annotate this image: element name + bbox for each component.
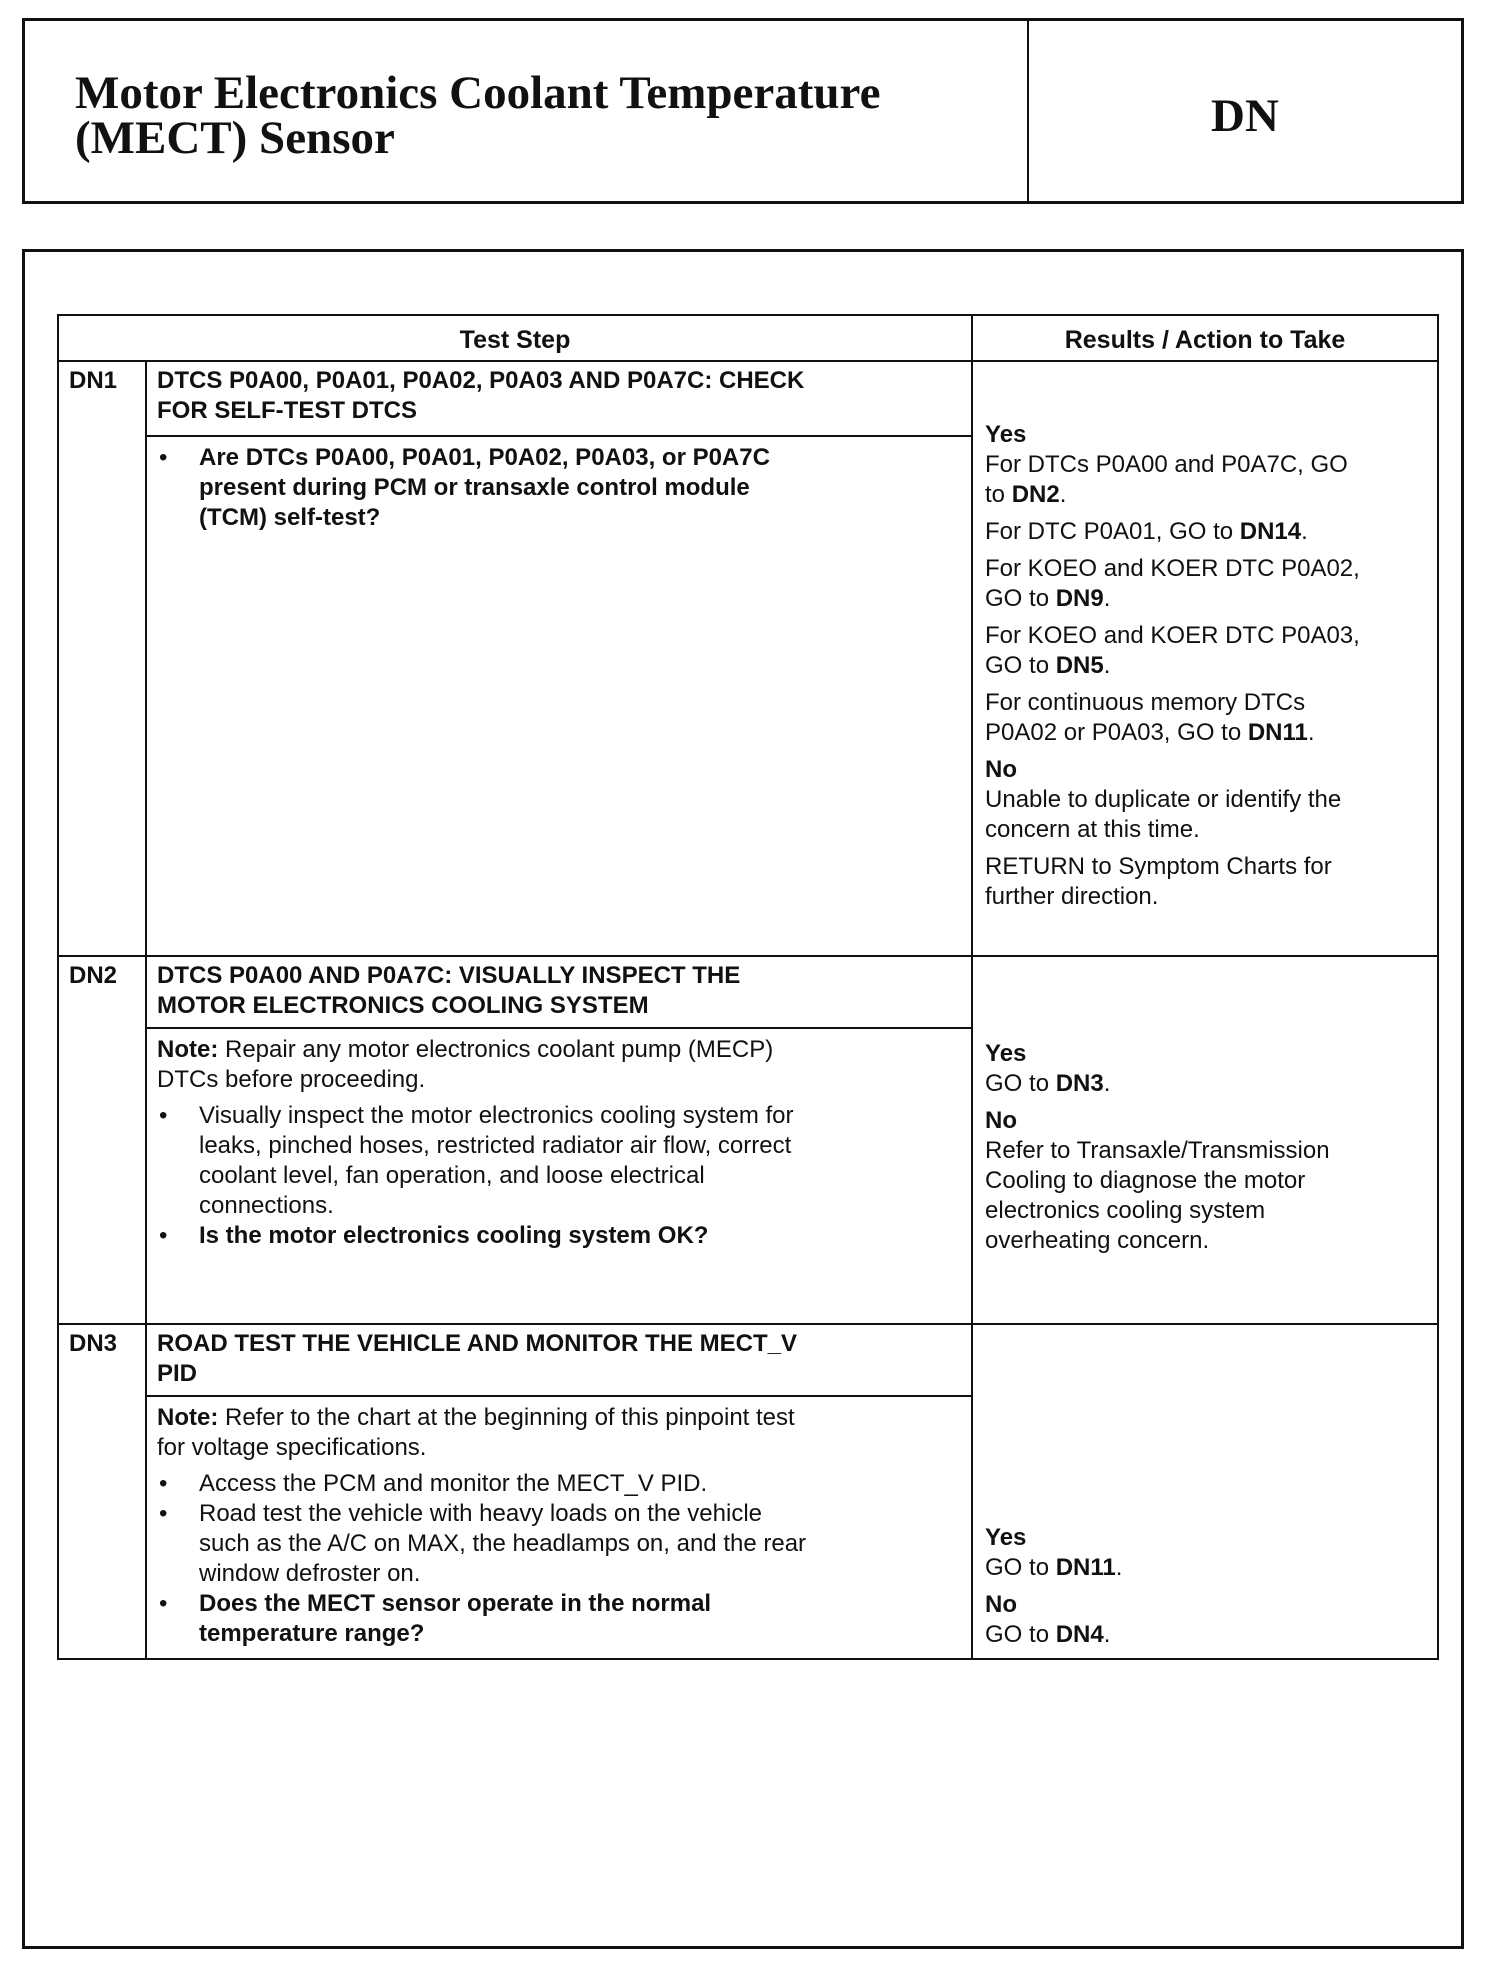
note-text: Refer to the chart at the beginning of this pinpoint test (218, 1404, 795, 1432)
note-text: Repair any motor electronics coolant pump (MECP) (218, 1036, 774, 1063)
step-code-dn3: DN3 (58, 1324, 146, 1659)
bullet-icon: • (159, 1102, 168, 1129)
result-dn1-no-1 (985, 785, 1427, 845)
instruction-text: coolant level, fan operation, and loose electrical (199, 1162, 705, 1189)
no-label: No (985, 756, 1018, 783)
step-dn2-title-row (58, 956, 1438, 1028)
step-results-dn1 (972, 361, 1438, 956)
result-text: RETURN to Symptom Charts for (985, 853, 1332, 880)
result-text: overheating concern. (985, 1227, 1210, 1254)
result-text: Refer to Transaxle/Transmission (985, 1137, 1330, 1164)
result-dn1-2: For DTC P0A01, GO to DN14. (985, 518, 1308, 545)
result-text: GO to (985, 1070, 1056, 1097)
step-code-dn2: DN2 (58, 956, 146, 1324)
step-title-dn1-line2: FOR SELF-TEST DTCS (157, 397, 417, 424)
step-title-dn3-line2: PID (157, 1360, 198, 1387)
test-step-table (57, 314, 1439, 1660)
result-dn2-yes: GO to DN3. (985, 1070, 1111, 1097)
step-title-dn3 (146, 1324, 972, 1396)
bullet-item (157, 1469, 951, 1499)
header-box (22, 18, 1464, 204)
result-text: For continuous memory DTCs (985, 689, 1306, 716)
yes-label: Yes (985, 1524, 1027, 1551)
note-text: DTCs before proceeding. (157, 1066, 426, 1093)
step-title-dn1 (146, 361, 972, 436)
instruction-text: Visually inspect the motor electronics cooling system for (199, 1102, 794, 1129)
step-title-dn1-line1: DTCS P0A00, P0A01, P0A02, P0A03 AND P0A7C: CHECK (157, 367, 805, 394)
result-dn3-no: GO to DN4. (985, 1621, 1111, 1648)
note-dn2 (157, 1035, 951, 1065)
result-text: For DTCs P0A00 and P0A7C, GO (985, 451, 1348, 478)
note-text: for voltage specifications. (157, 1434, 427, 1462)
bullet-item (157, 1221, 951, 1251)
result-dn1-1: For DTCs P0A00 and P0A7C, GO to DN2. (985, 450, 1427, 510)
result-text: GO to (985, 652, 1056, 679)
result-text: P0A02 or P0A03, GO to (985, 719, 1248, 746)
result-text: Unable to duplicate or identify the (985, 786, 1342, 813)
step-body-dn3 (146, 1396, 972, 1659)
bullet-icon: • (159, 1222, 168, 1249)
result-dn1-5: For continuous memory DTCs P0A02 or P0A03, GO to DN11. (985, 688, 1427, 748)
col-results: Results / Action to Take (972, 315, 1438, 361)
question-text: Does the MECT sensor operate in the normal (199, 1590, 712, 1618)
note-label: Note: (157, 1036, 219, 1063)
bullet-icon: • (159, 1590, 168, 1618)
page-title-line1: Motor Electronics Coolant Temperature (75, 67, 881, 119)
bullet-icon: • (159, 1470, 168, 1498)
question-text: present during PCM or transaxle control module (199, 474, 750, 501)
question-text: Are DTCs P0A00, P0A01, P0A02, P0A03, or P0A7C (199, 444, 770, 471)
step-dn1-title-row (58, 361, 1438, 436)
step-body-dn2 (146, 1028, 972, 1324)
yes-label: Yes (985, 1040, 1027, 1067)
table-header-row (58, 315, 1438, 361)
goto-dn11: DN11 (1055, 1554, 1116, 1581)
bullet-item (157, 1589, 951, 1649)
bullet-item (157, 1101, 951, 1221)
instruction-text: such as the A/C on MAX, the headlamps on, and the rear (199, 1530, 807, 1558)
goto-dn2: DN2 (1011, 481, 1060, 508)
question-text: Is the motor electronics cooling system OK? (199, 1222, 709, 1249)
result-text: further direction. (985, 883, 1159, 910)
bullet-item (157, 443, 951, 533)
question-text: (TCM) self-test? (199, 504, 381, 531)
goto-dn9: DN9 (1055, 585, 1104, 612)
step-title-dn2 (146, 956, 972, 1028)
step-title-dn2-line1: DTCS P0A00 AND P0A7C: VISUALLY INSPECT THE (157, 962, 741, 989)
result-dn1-no-2 (985, 852, 1427, 912)
instruction-text: leaks, pinched hoses, restricted radiator air flow, correct (199, 1132, 792, 1159)
result-dn1-3: For KOEO and KOER DTC P0A02, GO to DN9. (985, 554, 1427, 614)
result-text: For KOEO and KOER DTC P0A02, (985, 555, 1360, 582)
goto-dn4: DN4 (1055, 1621, 1104, 1648)
result-dn1-4: For KOEO and KOER DTC P0A03, GO to DN5. (985, 621, 1427, 681)
bullet-icon: • (159, 1500, 168, 1528)
no-label: No (985, 1107, 1018, 1134)
instruction-text: Access the PCM and monitor the MECT_V PID. (199, 1470, 708, 1498)
goto-dn11: DN11 (1247, 719, 1308, 746)
goto-dn5: DN5 (1055, 652, 1104, 679)
result-text: electronics cooling system (985, 1197, 1266, 1224)
step-code-dn1: DN1 (58, 361, 146, 956)
step-results-dn3 (972, 1324, 1438, 1659)
instruction-text: window defroster on. (199, 1560, 421, 1588)
note-label: Note: (157, 1404, 219, 1432)
bullet-icon: • (159, 444, 168, 471)
result-dn2-no (985, 1136, 1427, 1256)
result-text: For DTC P0A01, GO to (985, 518, 1240, 545)
page-title (25, 21, 1029, 201)
instruction-text: connections. (199, 1192, 334, 1219)
step-dn3-title-row (58, 1324, 1438, 1396)
bullet-item (157, 1499, 951, 1589)
result-text: For KOEO and KOER DTC P0A03, (985, 622, 1360, 649)
note-dn3 (157, 1403, 951, 1433)
result-text: GO to (985, 1621, 1056, 1648)
step-body-dn1 (146, 436, 972, 956)
step-results-dn2 (972, 956, 1438, 1324)
question-text: temperature range? (199, 1620, 425, 1648)
goto-dn3: DN3 (1055, 1070, 1104, 1097)
result-text: GO to (985, 585, 1056, 612)
result-text: concern at this time. (985, 816, 1200, 843)
instruction-text: Road test the vehicle with heavy loads on the vehicle (199, 1500, 763, 1528)
result-text: Cooling to diagnose the motor (985, 1167, 1306, 1194)
result-text: to (985, 481, 1012, 508)
result-dn3-yes: GO to DN11. (985, 1554, 1123, 1581)
section-code: DN (1211, 90, 1279, 142)
no-label: No (985, 1591, 1018, 1618)
goto-dn14: DN14 (1239, 518, 1302, 545)
col-test-step: Test Step (58, 315, 972, 361)
step-title-dn2-line2: MOTOR ELECTRONICS COOLING SYSTEM (157, 992, 649, 1019)
yes-label: Yes (985, 421, 1027, 448)
step-title-dn3-line1: ROAD TEST THE VEHICLE AND MONITOR THE MECT_V (157, 1330, 798, 1357)
result-text: GO to (985, 1554, 1056, 1581)
page-title-line2: (MECT) Sensor (75, 112, 395, 164)
